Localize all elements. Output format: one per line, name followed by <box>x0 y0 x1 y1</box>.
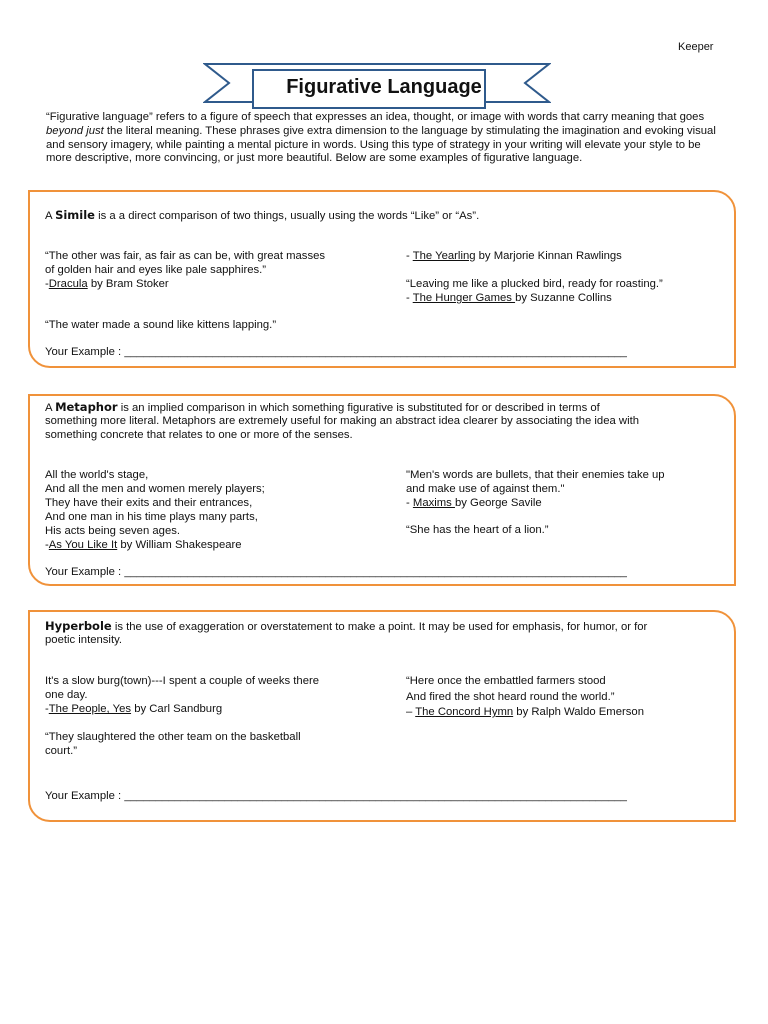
simile-quote-2-source <box>406 250 622 264</box>
source-title: Dracula <box>48 278 88 290</box>
keeper-label: Keeper <box>678 41 714 53</box>
source-author: by Suzanne Collins <box>515 292 612 304</box>
poem-source <box>45 539 242 553</box>
source-title: As You Like It <box>48 539 118 551</box>
poem-line: And all the men and women merely players; <box>45 483 265 495</box>
simile-quote-4: “The water made a sound like kittens lapping.” <box>45 319 277 331</box>
metaphor-your-example[interactable]: Your Example : ________________________________________________________________________________ <box>45 566 627 578</box>
hyperbole-quote-3-line-2: And fired the shot heard round the world.” <box>406 691 615 703</box>
simile-definition <box>45 209 479 224</box>
source-prefix: - <box>406 497 413 509</box>
hyperbole-quote-1-line-1: It's a slow burg(town)---I spent a couple of weeks there <box>45 675 320 687</box>
metaphor-section <box>28 394 736 586</box>
metaphor-quote-2-line-1: "Men's words are bullets, that their enemies take up <box>406 469 665 481</box>
source-author: by Ralph Waldo Emerson <box>513 706 644 718</box>
simile-def-text: is a a direct comparison of two things, usually using the words “Like” or “As”. <box>94 210 480 222</box>
hyperbole-def-text: is the use of exaggeration or overstatement to make a point. It may be used for emphasis, for humor, or for <box>111 621 648 633</box>
page-title: Figurative Language <box>286 76 482 98</box>
hyperbole-definition-line-2: poetic intensity. <box>45 634 123 646</box>
metaphor-def-article: A <box>45 402 56 414</box>
simile-quote-1-line-2: of golden hair and eyes like pale sapphires.” <box>45 264 267 276</box>
simile-section <box>28 190 736 368</box>
source-prefix: - <box>45 703 49 715</box>
intro-text-2: the literal meaning. These phrases give extra dimension to the language by stimulating the imagination and evoking visual and sensory imagery, while painting a mental picture in words. Using this type of strategy in your writing will elevate your style to be more descriptive, more convincing, or just more beautiful. Below are some examples of figurative language. <box>46 124 716 165</box>
source-prefix: – <box>406 706 416 718</box>
source-prefix: - <box>45 278 49 290</box>
metaphor-term: Metaphor <box>55 400 118 414</box>
intro-emphasis: beyond just <box>46 124 104 137</box>
hyperbole-quote-1-source <box>45 703 222 717</box>
hyperbole-quote-3-source <box>406 706 644 720</box>
hyperbole-quote-1-line-2: one day. <box>45 689 88 701</box>
hyperbole-section <box>28 610 736 822</box>
metaphor-definition-line-2: something more literal. Metaphors are extremely useful for making an abstract idea clearer by associating the idea with <box>45 415 640 427</box>
hyperbole-term: Hyperbole <box>45 619 112 633</box>
metaphor-def-text: is an implied comparison in which something figurative is substituted for or described in terms of <box>117 402 600 414</box>
metaphor-definition-line-1 <box>45 401 600 416</box>
metaphor-quote-2-line-2: and make use of against them." <box>406 483 565 495</box>
source-author: by William Shakespeare <box>117 539 242 551</box>
source-prefix: - <box>45 539 49 551</box>
source-prefix: - <box>406 292 413 304</box>
hyperbole-quote-2-line-2: court.” <box>45 745 78 757</box>
hyperbole-your-example[interactable]: Your Example : ________________________________________________________________________________ <box>45 790 627 802</box>
metaphor-definition-line-3: something concrete that relates to one or more of the senses. <box>45 429 353 441</box>
source-title: Maxims <box>412 497 455 509</box>
simile-quote-3-line-1: “Leaving me like a plucked bird, ready for roasting.” <box>406 278 663 290</box>
source-title: The Hunger Games <box>412 292 516 304</box>
source-author: by Bram Stoker <box>87 278 169 290</box>
metaphor-quote-3: “She has the heart of a lion.” <box>406 524 549 536</box>
simile-quote-1-source <box>45 278 169 292</box>
source-title: The Concord Hymn <box>415 706 514 718</box>
metaphor-quote-2-source <box>406 497 542 511</box>
simile-def-article: A <box>45 210 56 222</box>
poem-line: His acts being seven ages. <box>45 525 181 537</box>
source-title: The Yearling <box>412 250 476 262</box>
poem-line: And one man in his time plays many parts, <box>45 511 258 523</box>
source-title: The People, Yes <box>48 703 132 715</box>
poem-line: They have their exits and their entrances, <box>45 497 253 509</box>
source-author: by Marjorie Kinnan Rawlings <box>475 250 622 262</box>
hyperbole-quote-3-line-1: “Here once the embattled farmers stood <box>406 675 606 687</box>
simile-your-example[interactable]: Your Example : ________________________________________________________________________________ <box>45 346 627 358</box>
hyperbole-quote-2-line-1: “They slaughtered the other team on the basketball <box>45 731 301 743</box>
simile-term: Simile <box>55 208 95 222</box>
simile-quote-3-source <box>406 292 612 306</box>
source-author: by George Savile <box>454 497 542 509</box>
source-author: by Carl Sandburg <box>131 703 223 715</box>
intro-text-1: “Figurative language” refers to a figure of speech that expresses an idea, thought, or image with words that carry meaning that goes <box>46 111 705 123</box>
poem-line: All the world's stage, <box>45 469 149 481</box>
simile-quote-1-line-1: “The other was fair, as fair as can be, with great masses <box>45 250 326 262</box>
intro-paragraph <box>46 111 726 166</box>
source-prefix: - <box>406 250 413 262</box>
hyperbole-definition-line-1 <box>45 620 647 635</box>
